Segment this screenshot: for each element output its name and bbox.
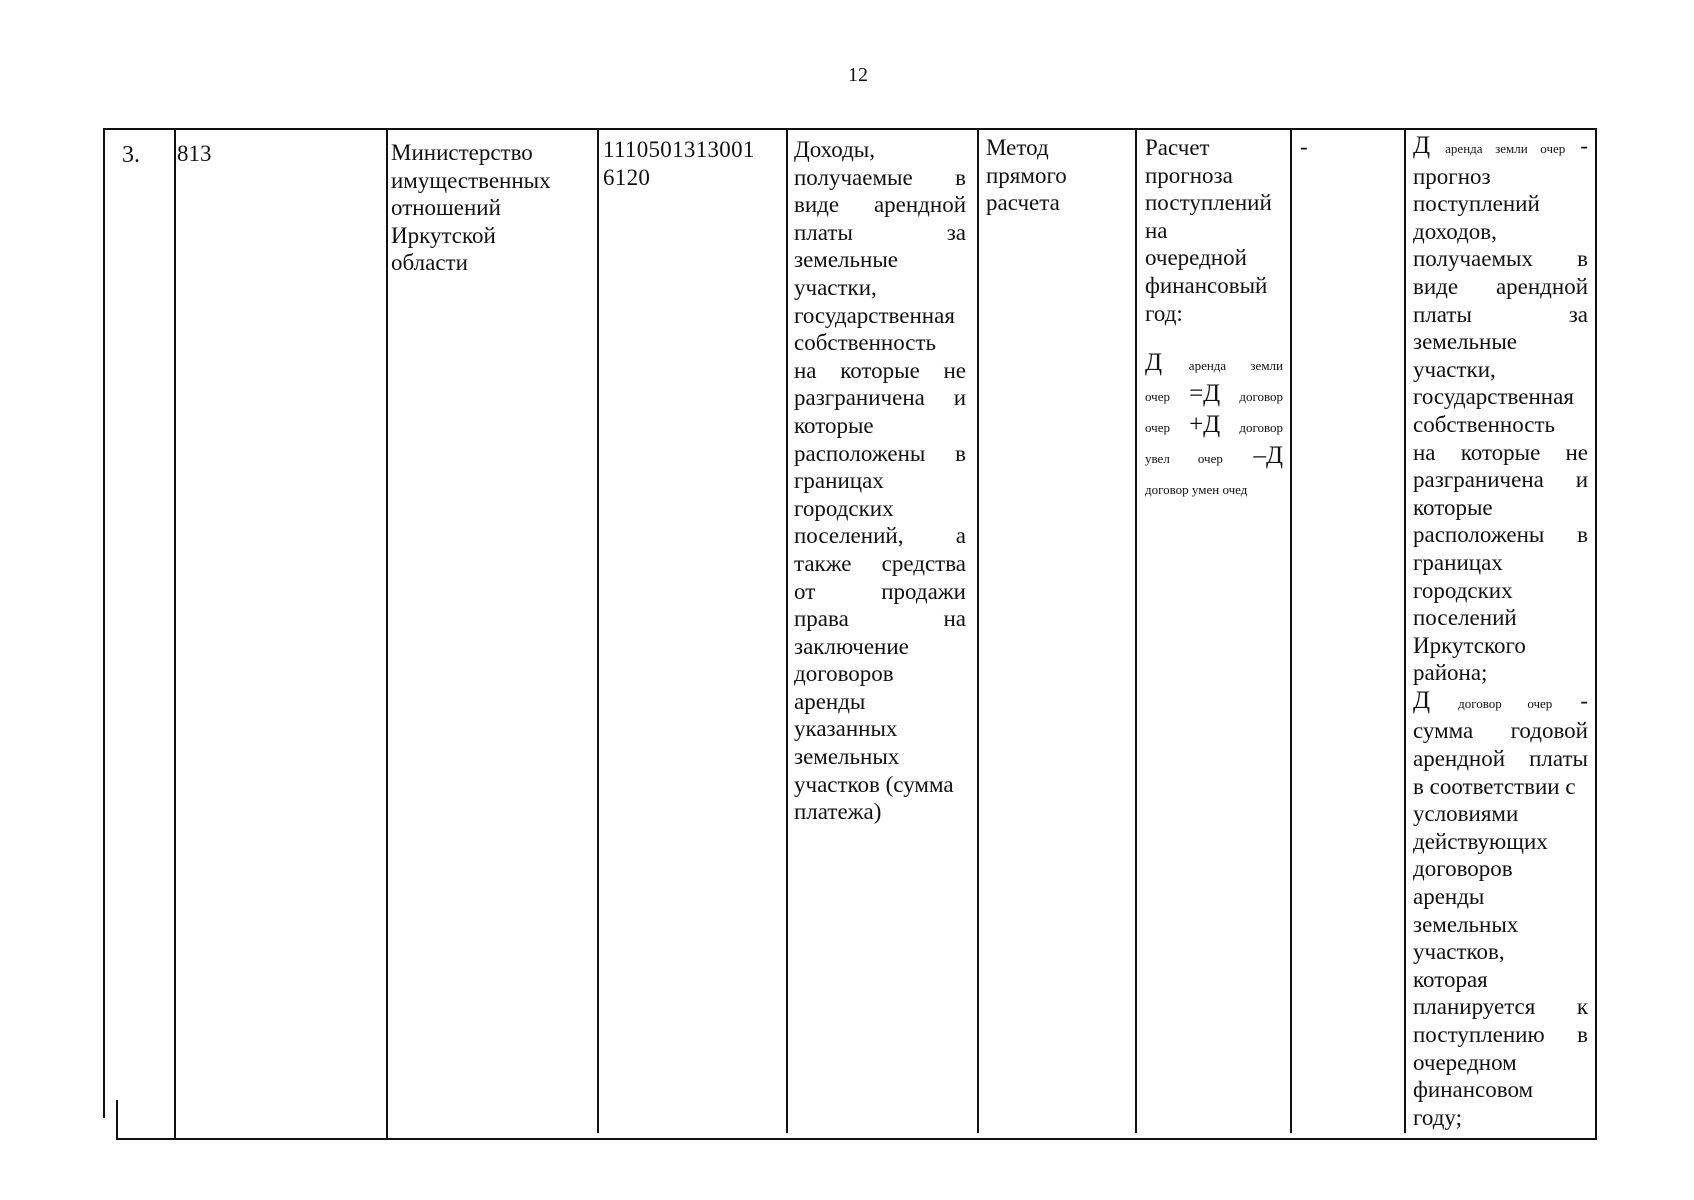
- table-top-border: [103, 128, 1597, 130]
- col-border-6: [1135, 128, 1137, 1133]
- table-bottom-border: [116, 1138, 1597, 1140]
- col-border-4: [786, 128, 788, 1133]
- col-border-2: [386, 128, 388, 1140]
- col-border-5: [977, 128, 979, 1133]
- definition-d2-heading: Д договор очер -: [1413, 686, 1589, 714]
- col-border-8: [1404, 128, 1406, 1133]
- forecast-method: Метод прямого расчета: [986, 135, 1067, 216]
- col-border-right: [1595, 128, 1597, 1138]
- col-border-1: [174, 128, 176, 1140]
- definition-d1-heading: Д аренда земли очер -: [1413, 132, 1589, 159]
- col-border-left: [103, 128, 105, 1118]
- formula-expression: Д аренда земли очер =Д договор очер +Д договор увел очер –Д договор умен очед: [1145, 349, 1284, 498]
- income-name: Доходы, получаемые в виде арендной платы за земельные участки, государственная собственность на которые не разграничена и которые расположены в границах городских поселений, а также средства от продажи права на заключение договоров аренды указанных земельных участков (сумма платежа): [794, 137, 966, 825]
- row-number: 3.: [122, 142, 140, 168]
- forecast-formula: Расчет прогноза поступлений на очередной финансовый год: Д аренда земли очер =Д договор очер +Д договор увел очер –Д договор умен очед: [1145, 134, 1283, 504]
- page-number: 12: [848, 64, 868, 86]
- symbol-definitions: Д аренда земли очер - прогноз поступлений доходов, получаемых в виде арендной платы за земельные участки, государственная собственность на которые не разграничена и которые расположены в границах городских поселений Иркутского района; Д договор очер - сумма годовой арендной платы в соответствии с условиями действующих договоров аренды земельных участков, которая планируется к поступлению в очередном финансовом году;: [1413, 132, 1589, 1130]
- admin-code: 813: [177, 141, 212, 166]
- column-8-value: -: [1300, 134, 1308, 159]
- kbk-code: 1110501313001 6120: [603, 137, 755, 190]
- col-border-7: [1290, 128, 1292, 1133]
- col-border-3: [597, 128, 599, 1133]
- administrator-name: Министерство имущественных отношений Иркутской области: [391, 140, 551, 276]
- col-border-left-lower: [116, 1100, 118, 1140]
